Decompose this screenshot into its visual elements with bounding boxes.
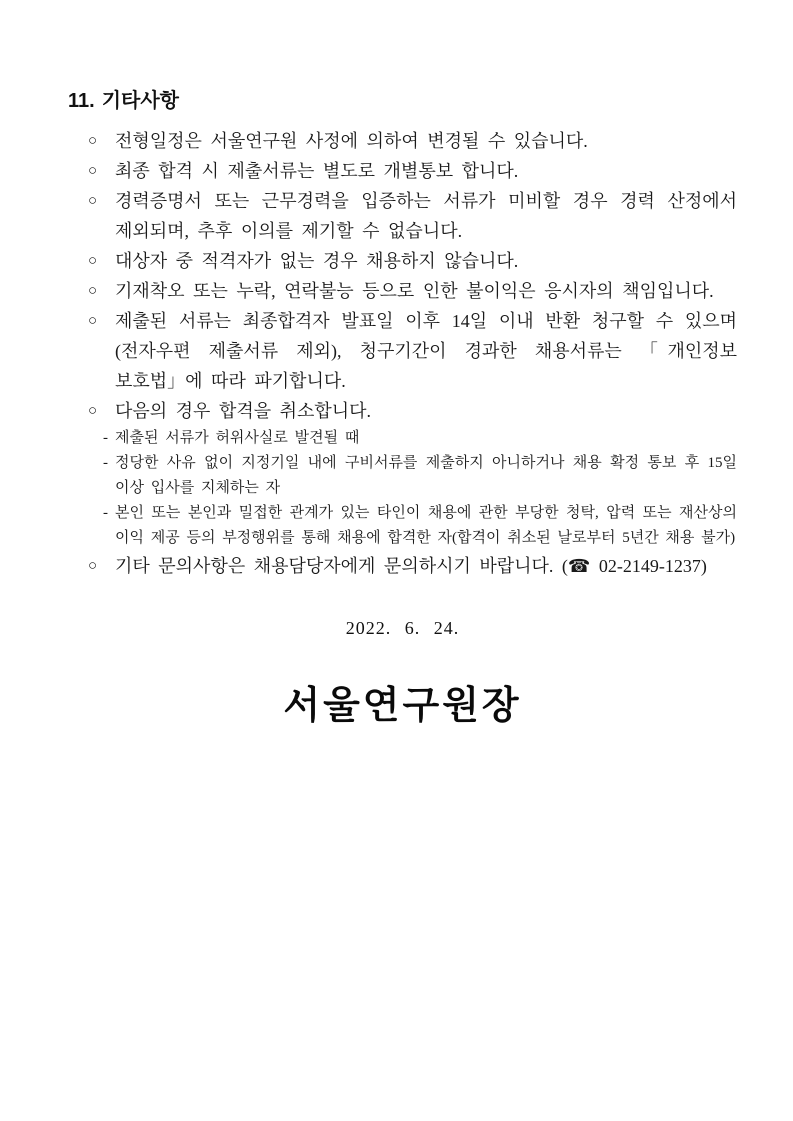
bullet-item — [68, 186, 737, 246]
sub-bullet-text: 정당한 사유 없이 지정기일 내에 구비서류를 제출하지 아니하거나 채용 확정 통보 후 15일 이상 입사를 지체하는 자 — [115, 455, 737, 496]
dash-bullet-icon: - — [103, 505, 108, 521]
dash-bullet-icon: - — [103, 455, 108, 471]
circle-bullet-icon: ○ — [88, 313, 98, 329]
bullet-text: 최종 합격 시 제출서류는 별도로 개별통보 합니다. — [115, 161, 519, 181]
circle-bullet-icon: ○ — [88, 558, 98, 574]
sub-bullet-text: 제출된 서류가 허위사실로 발견될 때 — [115, 430, 360, 446]
date-line: 2022. 6. 24. — [345, 618, 460, 638]
circle-bullet-icon: ○ — [88, 133, 98, 149]
sub-bullet-item — [103, 426, 737, 451]
signature-title: 서울연구원장 — [283, 685, 522, 727]
circle-bullet-icon: ○ — [88, 403, 98, 419]
bullet-text: 기재착오 또는 누락, 연락불능 등으로 인한 불이익은 응시자의 책임입니다. — [115, 281, 714, 301]
phone-icon: ☎ — [567, 556, 591, 576]
sub-bullet-item — [103, 501, 737, 551]
bullet-item — [68, 246, 737, 276]
section-title: 기타사항 — [101, 90, 179, 112]
sub-bullet-item — [103, 451, 737, 501]
phone-number: 02-2149-1237) — [590, 556, 707, 576]
bullet-item — [68, 126, 737, 156]
bullet-text: 다음의 경우 합격을 취소합니다. — [115, 401, 372, 421]
sub-bullet-text: 본인 또는 본인과 밀접한 관계가 있는 타인이 채용에 관한 부당한 청탁, 압력 또는 재산상의 이익 제공 등의 부정행위를 통해 채용에 합격한 자(합격이 취소된 날로부터 5년간 채용 불가) — [115, 505, 737, 546]
section-heading — [68, 88, 737, 114]
bullet-text: 기타 문의사항은 채용담당자에게 문의하시기 바랍니다. ( — [115, 556, 568, 576]
bullet-item — [68, 396, 737, 551]
circle-bullet-icon: ○ — [88, 163, 98, 179]
bullet-list — [68, 126, 737, 581]
circle-bullet-icon: ○ — [88, 283, 98, 299]
bullet-item — [68, 551, 737, 581]
section-number: 11. — [68, 90, 95, 112]
sub-bullet-list — [103, 426, 737, 551]
bullet-item — [68, 156, 737, 186]
bullet-text: 전형일정은 서울연구원 사정에 의하여 변경될 수 있습니다. — [115, 131, 588, 151]
circle-bullet-icon: ○ — [88, 253, 98, 269]
bullet-item — [68, 276, 737, 306]
bullet-text: 경력증명서 또는 근무경력을 입증하는 서류가 미비할 경우 경력 산정에서 제외되며, 추후 이의를 제기할 수 없습니다. — [115, 191, 737, 241]
dash-bullet-icon: - — [103, 430, 108, 446]
bullet-text: 대상자 중 적격자가 없는 경우 채용하지 않습니다. — [115, 251, 519, 271]
bullet-item — [68, 306, 737, 396]
circle-bullet-icon: ○ — [88, 193, 98, 209]
bullet-text: 제출된 서류는 최종합격자 발표일 이후 14일 이내 반환 청구할 수 있으며 (전자우편 제출서류 제외), 청구기간이 경과한 채용서류는 「개인정보 보호법」에 따라 파기합니다. — [115, 311, 737, 391]
